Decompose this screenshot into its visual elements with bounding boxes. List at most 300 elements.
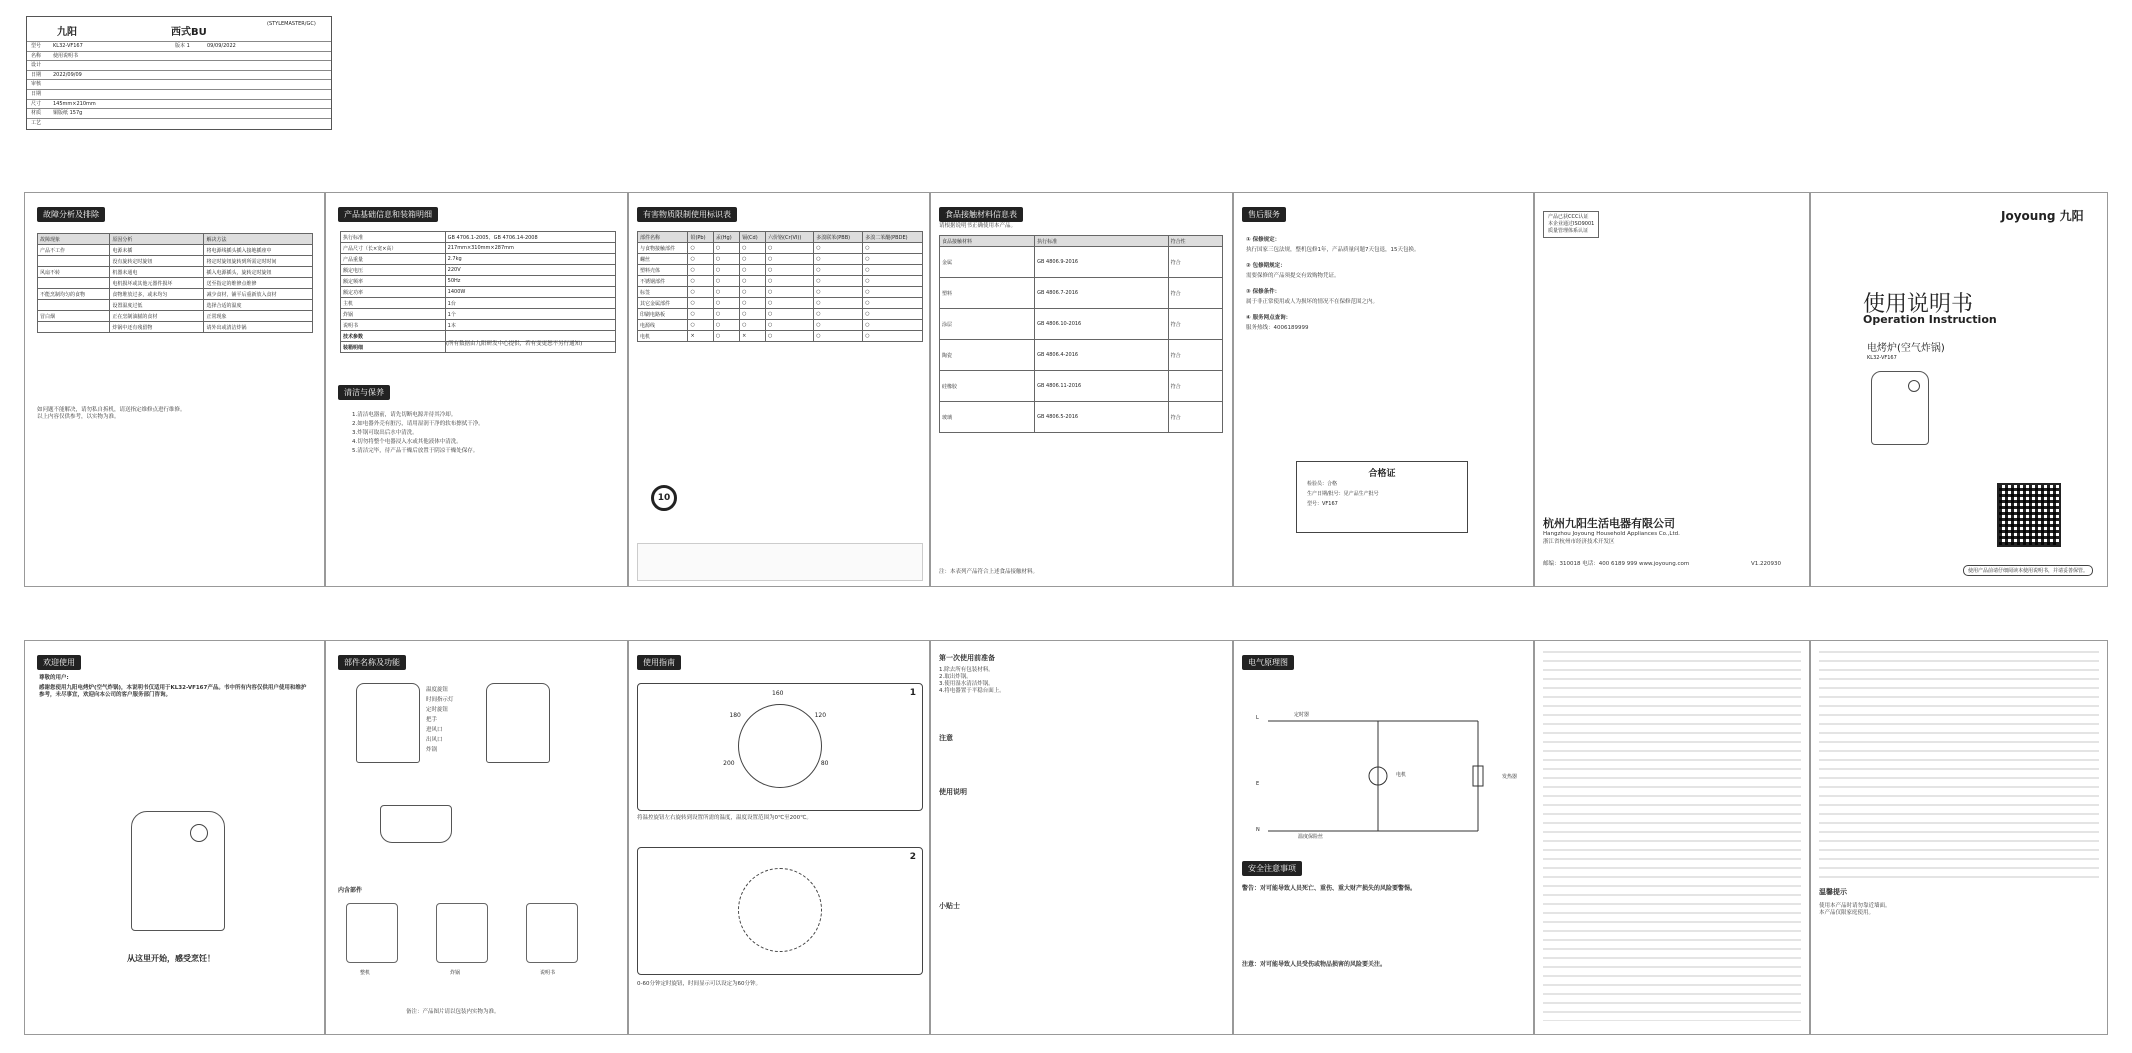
- table-row: [341, 265, 616, 276]
- tips-list: [1819, 903, 2099, 917]
- table-cell: 送至指定的维修点维修: [204, 278, 313, 289]
- table-header-row: [638, 232, 923, 243]
- circuit-label: 温度保险丝: [1298, 834, 1324, 840]
- part-label: 进风口: [426, 727, 443, 733]
- table-cell: ○: [688, 298, 713, 309]
- table-cell: 符合: [1168, 371, 1222, 402]
- table-cell: ○: [863, 309, 923, 320]
- circuit-label: 发热器: [1502, 774, 1518, 780]
- tips-heading: 温馨提示: [1819, 888, 1847, 896]
- table-cell: ○: [863, 320, 923, 331]
- cert-badge: 质量管理体系认证: [1548, 228, 1589, 234]
- table-cell: 产品重量: [341, 254, 446, 265]
- table-row: [940, 247, 1223, 278]
- table-cell: 1个: [445, 309, 615, 320]
- table-cell: ○: [713, 298, 739, 309]
- table-header-cell: 部件名称: [638, 232, 688, 243]
- table-row: [341, 243, 616, 254]
- doc-version: V1.220930: [1751, 561, 1782, 567]
- page-notes-1: [1534, 640, 1810, 1035]
- included-item-image: [526, 903, 578, 963]
- table-header-row: [940, 236, 1223, 247]
- table-cell: ○: [688, 309, 713, 320]
- cover-model: KL32-VF167: [1867, 355, 1897, 361]
- table-cell: 正常现象: [204, 311, 313, 322]
- table-header-cell: 解决方法: [204, 234, 313, 245]
- table-cell: ○: [688, 287, 713, 298]
- first-use-step: 2.取出炸锅。: [939, 674, 972, 680]
- notes-text-block: [1543, 651, 1801, 1021]
- food-title: 食品接触材料信息表: [939, 207, 1023, 222]
- spec-row: [27, 118, 331, 129]
- service-line: 执行国家三包法规，整机包修1年，产品质量问题7天包退，15天包换。: [1246, 247, 1420, 253]
- caution-title: 注意: [939, 734, 953, 742]
- cover-title-cn: 使用说明书: [1863, 292, 1974, 317]
- table-cell: ○: [863, 331, 923, 342]
- table-header-cell: 多溴联苯(PBB): [814, 232, 863, 243]
- table-cell: 风扇不转: [38, 267, 110, 278]
- tips-title: 小贴士: [939, 902, 960, 910]
- included-items: [346, 903, 606, 993]
- table-row: [38, 322, 313, 333]
- table-cell: 玻璃: [940, 402, 1035, 433]
- table-cell: 标签: [638, 287, 688, 298]
- table-cell: 主机: [341, 298, 446, 309]
- service-heading: ② 包修期规定：: [1246, 263, 1286, 269]
- table-cell: 执行标准: [341, 232, 446, 243]
- spec-row-value: 2022/09/09: [53, 71, 82, 78]
- table-header-cell: 执行标准: [1035, 236, 1168, 247]
- table-cell: ○: [688, 276, 713, 287]
- table-cell: GB 4706.1-2005、GB 4706.14-2008: [445, 232, 615, 243]
- table-row: [38, 278, 313, 289]
- table-cell: ○: [688, 243, 713, 254]
- table-cell: ○: [740, 243, 766, 254]
- temp-mark: 120: [814, 712, 827, 720]
- table-cell: ○: [814, 254, 863, 265]
- table-cell: ○: [766, 254, 814, 265]
- table-cell: ○: [766, 298, 814, 309]
- page-usage-guide: [628, 640, 930, 1035]
- table-cell: 电源线: [638, 320, 688, 331]
- table-cell: ○: [814, 298, 863, 309]
- step1-number: 1: [909, 688, 916, 698]
- spec-box: [26, 16, 332, 130]
- table-header-row: [38, 234, 313, 245]
- food-table: [939, 235, 1223, 433]
- table-cell: ○: [814, 320, 863, 331]
- table-cell: ○: [814, 276, 863, 287]
- table-row: [341, 309, 616, 320]
- table-cell: 炸锅: [341, 309, 446, 320]
- cover-brand: Joyoung 九阳: [2001, 209, 2084, 223]
- food-intro: 请根据说明书正确使用本产品。: [939, 223, 1017, 229]
- service-title: 售后服务: [1242, 207, 1286, 222]
- table-cell: 陶瓷: [940, 340, 1035, 371]
- service-heading: ① 保修规定：: [1246, 237, 1281, 243]
- tip-item: 本产品仅限家庭使用。: [1819, 910, 1875, 916]
- table-cell: 其它金属部件: [638, 298, 688, 309]
- table-cell: ○: [713, 265, 739, 276]
- table-row: [940, 402, 1223, 433]
- table-cell: 请外出或清洁炸锅: [204, 322, 313, 333]
- table-cell: ○: [814, 243, 863, 254]
- table-cell: 硅橡胶: [940, 371, 1035, 402]
- cover-product: 电烤炉(空气炸锅): [1867, 343, 1945, 354]
- table-cell: 冒白烟: [38, 311, 110, 322]
- cert-badges: [1543, 211, 1599, 238]
- part-label: 炸锅: [426, 747, 438, 753]
- certificate: [1296, 461, 1468, 533]
- table-cell: ○: [713, 331, 739, 342]
- spec-row-value: 145mm×210mm: [53, 100, 96, 107]
- page-first-use: [930, 640, 1233, 1035]
- table-cell: ○: [814, 331, 863, 342]
- step1-box: [637, 683, 923, 811]
- table-cell: 印刷电路板: [638, 309, 688, 320]
- table-cell: 将定时旋钮旋转到所需定时时间: [204, 256, 313, 267]
- first-use-title: 第一次使用前准备: [939, 654, 995, 662]
- specs-footnote: (所有数据由九阳研发中心提供，若有变更恕不另行通知): [446, 341, 583, 347]
- table-header-cell: 六价铬(Cr(VI)): [766, 232, 814, 243]
- parts-note: 备注：产品图片请以包装内实物为准。: [406, 1009, 500, 1015]
- table-cell: ○: [713, 320, 739, 331]
- table-cell: 不锈钢部件: [638, 276, 688, 287]
- table-cell: [38, 322, 110, 333]
- food-table-wrap: [939, 235, 1223, 433]
- temperature-dial: [738, 704, 822, 788]
- table-cell: 符合: [1168, 247, 1222, 278]
- spec-row-label: 工艺: [31, 119, 42, 126]
- first-use-step: 4.将电器置于平稳台面上。: [939, 688, 1005, 694]
- table-cell: 符合: [1168, 309, 1222, 340]
- welcome-product-image: [131, 811, 225, 931]
- table-header-cell: 镉(Cd): [740, 232, 766, 243]
- dial-icon: [1908, 380, 1920, 392]
- table-row: [341, 320, 616, 331]
- table-cell: 电机损坏或其他元器件损坏: [110, 278, 204, 289]
- table-row: [940, 371, 1223, 402]
- page-troubleshoot: [24, 192, 325, 587]
- cert-badge: 产品已获CCC认证: [1548, 214, 1589, 220]
- table-cell: ○: [740, 254, 766, 265]
- spec-row-label: 设计: [31, 62, 42, 69]
- company-name: 杭州九阳生活电器有限公司: [1543, 517, 1675, 530]
- table-cell: ×: [740, 331, 766, 342]
- table-cell: 额定频率: [341, 276, 446, 287]
- spec-row-value: 铜版纸 157g: [53, 110, 83, 117]
- included-item-image: [346, 903, 398, 963]
- page-circuit: [1233, 640, 1534, 1035]
- table-cell: ○: [713, 309, 739, 320]
- spec-row-label: 材质: [31, 110, 42, 117]
- usage-caption2: 0-60分钟定时旋钮，时间显示可以设定为60分钟。: [637, 981, 761, 987]
- spec-row-label: 尺寸: [31, 100, 42, 107]
- table-cell: ○: [766, 276, 814, 287]
- temp-mark: 180: [729, 712, 741, 720]
- table-row: [341, 331, 616, 342]
- table-cell: 没有旋转定时旋钮: [110, 256, 204, 267]
- table-cell: GB 4806.4-2016: [1035, 340, 1168, 371]
- included-item-label: 说明书: [540, 970, 556, 976]
- table-row: [940, 340, 1223, 371]
- table-row: [940, 278, 1223, 309]
- table-cell: ○: [814, 287, 863, 298]
- table-cell: ○: [740, 265, 766, 276]
- company-address: 浙江省杭州市经济技术开发区: [1543, 539, 1615, 545]
- cleaning-item: 4.切勿将整个电器浸入水或其他液体中清洗。: [352, 439, 462, 445]
- spec-row-label: 日期: [31, 91, 42, 97]
- hazard-note-box: [637, 543, 923, 581]
- troubleshoot-table-wrap: [37, 233, 313, 333]
- table-header-cell: 食品接触材料: [940, 236, 1035, 247]
- table-cell: ○: [863, 254, 923, 265]
- table-row: [638, 265, 923, 276]
- included-title: 内含部件: [338, 887, 363, 894]
- first-use-step: 3.使用湿水清洁炸锅。: [939, 681, 994, 687]
- table-cell: ○: [713, 254, 739, 265]
- table-cell: ×: [688, 331, 713, 342]
- table-cell: 金属: [940, 247, 1035, 278]
- table-cell: 不能烹制均匀的食物: [38, 289, 110, 300]
- table-row: [638, 320, 923, 331]
- food-footnote: 注：本表列产品符合上述食品接触材料。: [939, 569, 1039, 575]
- circuit-label: L: [1256, 715, 1259, 721]
- table-cell: ○: [863, 298, 923, 309]
- table-cell: GB 4806.5-2016: [1035, 402, 1168, 433]
- specs-group-label: 技术参数: [341, 331, 446, 342]
- table-row: [341, 298, 616, 309]
- temp-mark: 80: [820, 759, 829, 767]
- table-cell: ○: [766, 331, 814, 342]
- table-cell: ○: [688, 320, 713, 331]
- cert-badge: 本企业通过ISO9001: [1548, 221, 1595, 227]
- page-specs: [325, 192, 628, 587]
- table-cell: ○: [766, 287, 814, 298]
- eco-years: 10: [657, 493, 671, 503]
- troubleshoot-note: 以上内容仅供参考，以实物为准。: [37, 414, 120, 420]
- spec-row-extra-value: 09/09/2022: [207, 43, 236, 49]
- table-cell: 说明书: [341, 320, 446, 331]
- table-cell: ○: [740, 309, 766, 320]
- table-cell: ○: [688, 265, 713, 276]
- first-use-steps: [939, 667, 1223, 695]
- table-row: [38, 300, 313, 311]
- specs-table: [340, 231, 616, 353]
- spec-brand: 九阳: [57, 27, 77, 38]
- table-cell: GB 4806.10-2016: [1035, 309, 1168, 340]
- air-fryer-illustration: [1871, 371, 1929, 445]
- table-cell: ○: [713, 243, 739, 254]
- temp-mark: 160: [772, 690, 784, 697]
- page-hazard: [628, 192, 930, 587]
- page-welcome: [24, 640, 325, 1035]
- table-row: [38, 245, 313, 256]
- page-company: [1534, 192, 1810, 587]
- spec-stamp: (STYLEMASTER/GC): [267, 21, 316, 27]
- part-label: 时间指示灯: [426, 697, 454, 703]
- table-cell: 符合: [1168, 278, 1222, 309]
- table-cell: 插入电源插头，旋转定时旋钮: [204, 267, 313, 278]
- table-cell: ○: [740, 287, 766, 298]
- table-header-cell: 符合性: [1168, 236, 1222, 247]
- troubleshoot-notes: [37, 407, 313, 421]
- table-cell: 电机: [638, 331, 688, 342]
- table-cell: 额定电压: [341, 265, 446, 276]
- table-header-cell: 汞(Hg): [713, 232, 739, 243]
- temp-mark: 200: [723, 759, 735, 767]
- table-row: [638, 287, 923, 298]
- company-contact: 邮编：310018 电话：400 6189 999 www.joyoung.com: [1543, 561, 1690, 567]
- hazard-title: 有害物质限制使用标识表: [637, 207, 737, 222]
- step2-box: [637, 847, 923, 975]
- table-cell: ○: [766, 309, 814, 320]
- certificate-row: 型号：VF167: [1307, 501, 1338, 507]
- table-cell: 额定功率: [341, 287, 446, 298]
- table-row: [638, 331, 923, 342]
- table-cell: ○: [766, 320, 814, 331]
- table-cell: 1本: [445, 320, 615, 331]
- step2-number: 2: [909, 852, 916, 862]
- table-header-cell: 多溴二苯醚(PBDE): [863, 232, 923, 243]
- hazard-table-wrap: [637, 231, 923, 342]
- part-label: 把手: [426, 717, 438, 723]
- table-cell: 塑料壳体: [638, 265, 688, 276]
- parts-title: 部件名称及功能: [338, 655, 406, 670]
- circuit-diagram: [1248, 681, 1508, 851]
- table-cell: 螺丝: [638, 254, 688, 265]
- table-cell: 炸锅中还有残留物: [110, 322, 204, 333]
- specs-group-label: 装箱明细: [341, 342, 446, 353]
- spec-row-label: 审核: [31, 81, 42, 88]
- timer-dial: [738, 868, 822, 952]
- service-body: [1246, 229, 1526, 333]
- table-cell: 电源未插: [110, 245, 204, 256]
- table-cell: [38, 256, 110, 267]
- table-cell: 选择合适的温度: [204, 300, 313, 311]
- page-food-contact: [930, 192, 1233, 587]
- table-cell: 涂层: [940, 309, 1035, 340]
- spec-row-value: 使用说明书: [53, 52, 79, 59]
- welcome-title: 欢迎使用: [37, 655, 81, 670]
- part-label: 定时旋钮: [426, 707, 449, 713]
- table-cell: ○: [766, 265, 814, 276]
- usage-caption1: 将温控旋钮左右旋转到设置所需的温度，温度设置范围为0℃至200℃。: [637, 815, 812, 821]
- table-cell: ○: [863, 265, 923, 276]
- table-cell: 产品不工作: [38, 245, 110, 256]
- service-line: 需要保修的产品须提交有效购物凭证。: [1246, 273, 1340, 279]
- spec-division: 西式BU: [171, 27, 207, 38]
- table-cell: 塑料: [940, 278, 1035, 309]
- cleaning-title: 清洁与保养: [338, 385, 390, 400]
- table-cell: ○: [713, 276, 739, 287]
- page-cover: [1810, 192, 2108, 587]
- cleaning-item: 2.如电器外壳有脏污，请用湿润干净的软布擦拭干净。: [352, 421, 484, 427]
- parts-front-view: [356, 683, 420, 763]
- table-cell: 2.7kg: [445, 254, 615, 265]
- qr-code: [1997, 483, 2061, 547]
- table-cell: GB 4806.7-2016: [1035, 278, 1168, 309]
- welcome-body: 感谢您使用九阳电烤炉(空气炸锅)，本说明书仅适用于KL32-VF167产品。书中所有内容仅供用户使用和维护参考，未尽事宜，欢迎向本公司的客户服务部门咨询。: [39, 685, 307, 698]
- parts-back-view: [486, 683, 550, 763]
- spec-row-value: KL32-VF167: [53, 43, 83, 49]
- table-row: [638, 243, 923, 254]
- table-header-cell: 故障现象: [38, 234, 110, 245]
- cover-title-en: Operation Instruction: [1863, 313, 1997, 326]
- welcome-greeting: 尊敬的用户:: [39, 675, 69, 681]
- table-cell: ○: [814, 309, 863, 320]
- table-cell: 1400W: [445, 287, 615, 298]
- table-cell: [38, 300, 110, 311]
- table-cell: [38, 278, 110, 289]
- table-cell: ○: [740, 298, 766, 309]
- table-row: [38, 256, 313, 267]
- company-name-en: Hangzhou Joyoung Household Appliances Co.,Ltd.: [1543, 531, 1680, 537]
- table-row: [940, 309, 1223, 340]
- cleaning-item: 1.清洁电器前，请先切断电源并待其冷却。: [352, 412, 457, 418]
- usage-title: 使用指南: [637, 655, 681, 670]
- included-item-image: [436, 903, 488, 963]
- page-parts: [325, 640, 628, 1035]
- certificate-title: 合格证: [1368, 469, 1396, 479]
- table-cell: ○: [863, 243, 923, 254]
- part-label: 出风口: [426, 737, 443, 743]
- table-cell: 符合: [1168, 340, 1222, 371]
- cleaning-item: 5.清洁完毕，待产品干燥后放置于阴凉干燥处保存。: [352, 448, 479, 454]
- parts-labels: [426, 685, 454, 755]
- dial-icon: [190, 824, 208, 842]
- table-header-cell: 原因分析: [110, 234, 204, 245]
- spec-row-label: 日期: [31, 71, 42, 78]
- table-cell: 产品尺寸（长×宽×高）: [341, 243, 446, 254]
- spec-row-label: 型号: [31, 43, 42, 49]
- table-cell: [445, 331, 615, 342]
- spec-row-extra-label: 版本 1: [175, 43, 190, 49]
- table-cell: ○: [863, 287, 923, 298]
- safety-warning: 警告：对可能导致人员死亡、重伤、重大财产损失的风险要警惕。: [1242, 885, 1417, 892]
- certificate-rows: [1297, 479, 1467, 509]
- specs-table-wrap: [340, 231, 616, 353]
- table-cell: ○: [766, 243, 814, 254]
- service-heading: ④ 服务网点查询：: [1246, 315, 1292, 321]
- table-header-cell: 铅(Pb): [688, 232, 713, 243]
- table-row: [341, 254, 616, 265]
- welcome-footer: 从这里开始，感受烹饪！: [127, 954, 215, 963]
- certificate-row: 检验员：合格: [1307, 481, 1338, 487]
- included-item-label: 炸锅: [450, 970, 461, 976]
- table-cell: ○: [863, 276, 923, 287]
- included-item-label: 整机: [360, 970, 371, 976]
- table-row: [38, 311, 313, 322]
- specs-title: 产品基础信息和装箱明细: [338, 207, 438, 222]
- table-cell: 220V: [445, 265, 615, 276]
- safety-caution: 注意：对可能导致人员受伤或物品损害的风险要关注。: [1242, 961, 1387, 968]
- table-row: [341, 276, 616, 287]
- table-cell: ○: [740, 276, 766, 287]
- table-row: [638, 298, 923, 309]
- service-heading: ③ 保修条件：: [1246, 289, 1281, 295]
- table-cell: 减少食材，铺平后重新放入食材: [204, 289, 313, 300]
- table-cell: ○: [688, 254, 713, 265]
- table-cell: ○: [713, 287, 739, 298]
- circuit-label: N: [1256, 827, 1260, 833]
- table-cell: ○: [740, 320, 766, 331]
- hazard-table: [637, 231, 923, 342]
- table-cell: GB 4806.11-2016: [1035, 371, 1168, 402]
- spec-row-label: 名称: [31, 52, 42, 59]
- table-cell: ○: [814, 265, 863, 276]
- cleaning-item: 3.炸锅可取出后水中清洗。: [352, 430, 418, 436]
